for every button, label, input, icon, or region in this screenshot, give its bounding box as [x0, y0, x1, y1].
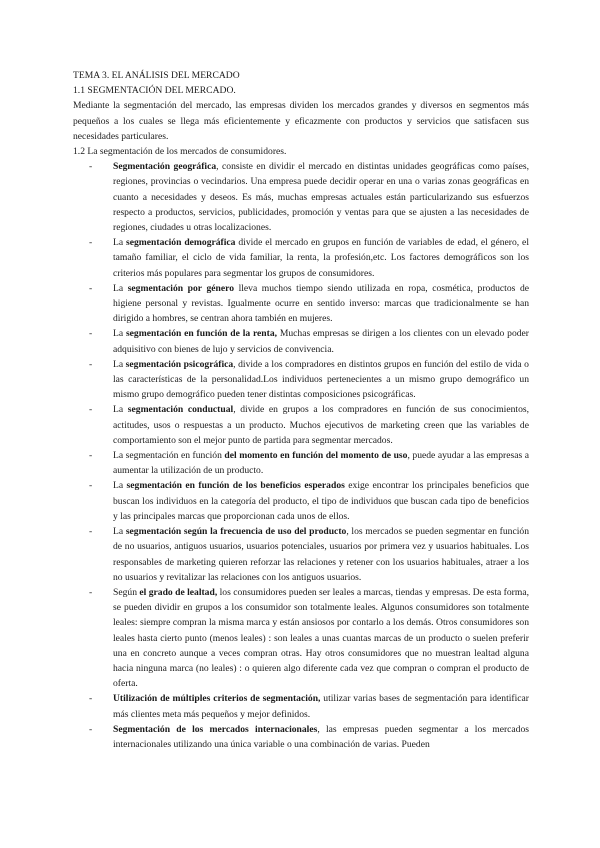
dash-bullet: - [89, 282, 93, 294]
section-heading: 1.1 SEGMENTACIÓN DEL MERCADO. [73, 85, 236, 97]
dash-bullet: - [89, 404, 93, 416]
item-text-pre: La [113, 480, 127, 492]
dash-bullet: - [89, 161, 93, 173]
item-text-bold: segmentación por género [127, 282, 234, 294]
item-text-bold: segmentación demográfica [126, 237, 236, 249]
item-text-pre: La [113, 282, 128, 294]
segmentation-list [73, 159, 529, 752]
item-text-bold: Segmentación geográfica [113, 161, 217, 173]
item-text-bold: segmentación en función de la renta, [125, 328, 278, 340]
list-item-geografica [73, 159, 529, 235]
list-item-genero [73, 281, 529, 327]
list-item-conductual [73, 402, 529, 448]
dash-bullet: - [89, 450, 93, 462]
item-text-pre: Según [113, 586, 140, 598]
dash-bullet: - [89, 358, 93, 370]
list-item-lealtad [73, 585, 529, 691]
list-item-frecuencia-uso [73, 524, 529, 585]
dash-bullet: - [89, 723, 93, 735]
item-text-post: Muchas empresas se dirigen a los clientes con un elevado poder adquisitivo con bienes de lujo y servicios de convivencia. [113, 328, 529, 355]
item-text-bold: segmentación conductual [127, 404, 234, 416]
dash-bullet: - [89, 526, 93, 538]
dash-bullet: - [89, 480, 93, 492]
item-text-bold: segmentación psicográfica [125, 358, 234, 370]
item-text-bold: el grado de lealtad, [139, 586, 218, 598]
dash-bullet: - [89, 237, 93, 249]
list-item-demografica [73, 235, 529, 281]
document-page [73, 68, 529, 752]
document-title: TEMA 3. EL ANÁLISIS DEL MERCADO [73, 70, 240, 81]
item-text-bold: Utilización de múltiples criterios de segmentación, [113, 693, 321, 705]
item-text-pre: La [113, 237, 127, 249]
item-text-post: , divide a los compradores en distintos grupos en función del estilo de vida o las características de la personalidad.Los individuos pertenecientes a un mismo grupo demográfico un mismo grupo demográfico pueden tener distintas composiciones psicográficas. [113, 358, 529, 401]
intro-paragraph: Mediante la segmentación del mercado, las empresas dividen los mercados grandes y diversos en segmentos más pequeños a los cuales se llega más eficientemente y eficazmente con productos y servicios que satisfacen sus necesidades particulares. [73, 100, 529, 142]
item-text-post: exige encontrar los principales beneficios que buscan los individuos en la categoría del producto, el tipo de individuos que buscan cada tipo de beneficios y las principales marcas que proporcionan cada unos de ellos. [113, 480, 529, 522]
dash-bullet: - [89, 586, 93, 598]
item-text-pre: La [113, 328, 126, 340]
item-text-post: , divide en grupos a los compradores en función de sus conocimientos, actitudes, usos o respuestas a un producto. Muchos ejecutivos de marketing creen que las variables de comportamiento son el mejor punto de partida para segmentar mercados. [113, 404, 529, 446]
list-item-internacionales [73, 722, 529, 752]
item-text-bold: segmentación según la frecuencia de uso del producto [125, 526, 347, 538]
dash-bullet: - [89, 328, 93, 340]
item-text-pre: La [113, 358, 126, 370]
item-text-post: los consumidores pueden ser leales a marcas, tiendas y empresas. De esta forma, se pueden dividir en grupos a los consumidor son totalmente leales. Algunos consumidores son totalmente leales: siempre compran la misma marca y están ansiosos por contarlo a los demás. Otros consumidores son leales hasta cierto punto (menos leales) : son leales a unas cuantas marcas de un producto o suelen preferir una en concreto aunque a veces compran otras. Hay otros consumidores que no muestran lealtad alguna hacia ninguna marca (no leales) : o quieren algo diferente cada vez que compran o compran el producto de oferta. [113, 586, 529, 690]
item-text-pre: La [113, 526, 126, 538]
item-text-post: , los mercados se pueden segmentar en función de no usuarios, antiguos usuarios, usuarios potenciales, usuarios por primera vez y usuarios habituales. Los responsables de marketing quieren reforzar las relaciones y retener con los usuarios habituales, atraer a los no usuarios y revitalizar las relaciones con los antiguos usuarios. [113, 526, 529, 583]
item-text-post: utilizar varias bases de segmentación para identificar más clientes meta más pequeños y mejor definidos. [113, 693, 529, 720]
item-text-pre: La [113, 404, 128, 416]
list-item-multiples-criterios [73, 691, 529, 721]
item-text-post: divide el mercado en grupos en función de variables de edad, el género, el tamaño familiar, el ciclo de vida familiar, la renta, la profesión,etc. Los factores demográficos son los criterios más populares para segmentar los grupos de consumidores. [113, 237, 529, 279]
item-text-bold: Segmentación de los mercados internacionales [113, 723, 318, 735]
item-text-post: , puede ayudar a las empresas a aumentar la utilización de un producto. [113, 450, 529, 477]
item-text-bold: del momento en función del momento de uso [224, 450, 408, 462]
item-text-bold: segmentación en función de los beneficios esperados [126, 480, 345, 492]
item-text-post: , las empresas pueden segmentar a los mercados internacionales utilizando una única variable o una combinación de varias. Pueden [113, 723, 529, 750]
item-text-post: , consiste en dividir el mercado en distintas unidades geográficas como países, regiones, provincias o vecindarios. Una empresa puede decidir operar en una o varias zonas geográficas en cuanto a necesidades y deseos. Es más, muchas empresas actuales están particularizando sus esfuerzos respecto a productos, servicios, publicidades, promoción y ventas para que se ajusten a las necesidades de regiones, ciudades u otras localizaciones. [113, 161, 529, 234]
list-item-renta [73, 326, 529, 356]
subsection-heading: 1.2 La segmentación de los mercados de consumidores. [73, 146, 287, 158]
list-item-momento-uso [73, 448, 529, 478]
item-text-post: lleva muchos tiempo siendo utilizada en ropa, cosmética, productos de higiene personal y revistas. Igualmente ocurre en sentido inverso: marcas que tradicionalmente se han dirigido a hombres, se centran ahora también en mujeres. [113, 282, 530, 325]
item-text-pre: La segmentación en función [113, 450, 225, 462]
list-item-beneficios [73, 478, 529, 524]
list-item-psicografica [73, 357, 529, 403]
dash-bullet: - [89, 693, 93, 705]
